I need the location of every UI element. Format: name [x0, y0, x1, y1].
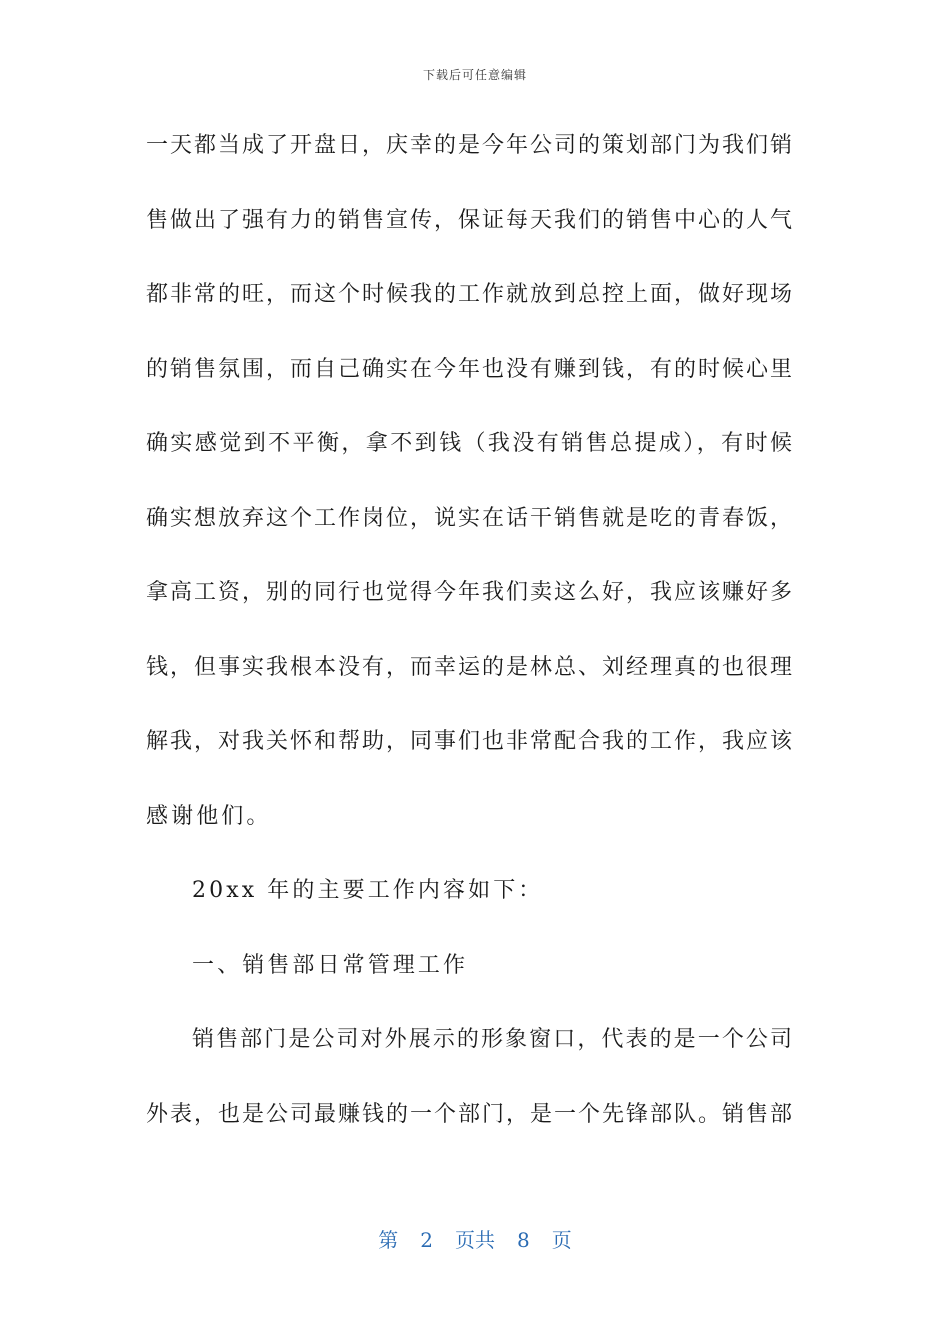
body-line: 确实感觉到不平衡，拿不到钱（我没有销售总提成），有时候 — [146, 431, 792, 456]
body-line: 售做出了强有力的销售宣传，保证每天我们的销售中心的人气 — [146, 207, 792, 233]
body-line: 一天都当成了开盘日，庆幸的是今年公司的策划部门为我们销 — [146, 133, 792, 158]
body-line: 的销售氛围，而自己确实在今年也没有赚到钱，有的时候心里 — [146, 356, 792, 382]
body-line: 确实想放弃这个工作岗位，说实在话干销售就是吃的青春饭， — [146, 505, 792, 531]
section-heading: 一、销售部日常管理工作 — [192, 952, 469, 978]
body-line: 外表，也是公司最赚钱的一个部门，是一个先锋部队。销售部 — [146, 1101, 792, 1127]
page-suffix: 页 — [551, 1228, 572, 1252]
body-line: 感谢他们。 — [146, 803, 272, 829]
page-number: 2 — [420, 1228, 433, 1252]
page-footer — [0, 1224, 950, 1253]
body-line: 都非常的旺，而这个时候我的工作就放到总控上面，做好现场 — [146, 282, 792, 307]
body-line: 解我，对我关怀和帮助，同事们也非常配合我的工作，我应该 — [146, 729, 792, 754]
document-body — [146, 124, 792, 1167]
header-note: 下载后可任意编辑 — [422, 68, 527, 82]
body-line: 拿高工资，别的同行也觉得今年我们卖这么好，我应该赚好多 — [146, 580, 792, 605]
page-middle: 页共 — [455, 1228, 495, 1252]
body-line: 销售部门是公司对外展示的形象窗口，代表的是一个公司 — [192, 1027, 792, 1052]
body-line: 钱，但事实我根本没有，而幸运的是林总、刘经理真的也很理 — [146, 654, 792, 680]
total-pages: 8 — [517, 1228, 530, 1252]
section-intro: 20xx 年的主要工作内容如下： — [192, 878, 544, 903]
page-prefix: 第 — [378, 1228, 399, 1252]
